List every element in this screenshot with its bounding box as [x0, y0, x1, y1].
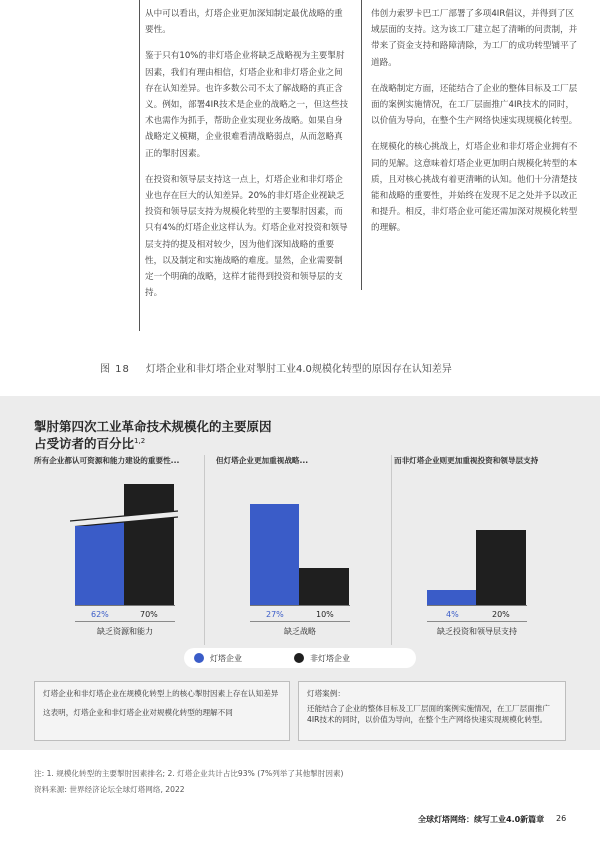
panel-separator-2: [391, 455, 392, 645]
right-paragraph-1: 伟创力索罗卡巴工厂部署了多项4IR倡议，并得到了区域层面的支持。这为该工厂建立起了清晰的问责制，并带来了资金支持和路障清除，为工厂的成功转型铺平了道路。: [371, 9, 578, 68]
panel-2-heading: 但灯塔企业更加重视战略...: [216, 456, 309, 465]
bar-lighthouse-strategy: [250, 504, 299, 605]
left-paragraph-2: 鉴于只有10%的非灯塔企业将缺乏战略视为主要掣肘因素，我们有理由相信，灯塔企业和非灯塔企业之间存在认知差异。也许多数公司不太了解战略的真正含义。例如，部署4IR技术是企业的战略之一，但这些技术也需作为抓手，帮助企业实现业务战略。如果自身战略定义模糊，企业很难看清战略弱点，从而忽略真正的掣肘因素。: [145, 51, 349, 159]
note-box-right: [298, 681, 566, 741]
legend-label-non-lighthouse: 非灯塔企业: [310, 654, 350, 663]
bar-lighthouse-investment: [427, 590, 476, 605]
left-paragraph-3: 在投资和领导层支持这一点上，灯塔企业和非灯塔企业也存在巨大的认知差异。20%的非灯塔企业视缺乏投资和领导层支持为规模化转型的主要掣肘因素，而只有4%的灯塔企业这样认为。灯塔企业对投资和领导层支持的提及相对较少，因为他们深知战略的重要性，以及制定和实施战略的难度。显然，企业需要制定一个明确的战略，这样才能得到投资和领导层的支持。: [145, 174, 348, 299]
panel-3-baseline: [427, 605, 527, 606]
value-label-non-lighthouse-strategy: 10%: [316, 610, 334, 619]
left-paragraph-1: 从中可以看出，灯塔企业更加深知制定最优战略的重要性。: [145, 9, 343, 36]
left-column-rule: [139, 0, 140, 331]
legend-swatch-non-lighthouse: [294, 653, 304, 663]
right-paragraph-3: 在规模化的核心挑战上，灯塔企业和非灯塔企业拥有不同的见解。这意味着灯塔企业更加明白规模化转型的本质，且对核心挑战有着更清晰的认知。他们十分清楚技能和战略的重要性，并始终在发现不足之处并予以改正和提升。相反，非灯塔企业可能还需加深对规模化转型的理解。: [371, 142, 578, 234]
panel-1-value-rule: [75, 621, 175, 622]
value-label-lighthouse-resources: 62%: [91, 610, 109, 619]
category-label-resources: 缺乏资源和能力: [97, 627, 153, 636]
axis-break-marker: [70, 508, 178, 526]
running-title: 全球灯塔网络：续写工业4.0新篇章: [418, 815, 545, 824]
panel-separator-1: [204, 455, 205, 645]
panel-2-value-rule: [250, 621, 350, 622]
figure-title: 灯塔企业和非灯塔企业对掣肘工业4.0规模化转型的原因存在认知差异: [146, 364, 452, 375]
note-left-title: 灯塔企业和非灯塔企业在规模化转型上的核心掣肘因素上存在认知差异: [43, 689, 279, 698]
right-paragraph-2: 在战略制定方面，还能结合了企业的整体目标及工厂层面的案例实施情况，在工厂层面推广4IR技术的同时，以价值为导向，在整个生产网络快速实现规模化转型。: [371, 83, 578, 127]
chart-subtitle: [34, 434, 145, 452]
chart-source: 资料来源: 世界经济论坛全球灯塔网络, 2022: [34, 785, 185, 794]
figure-label: 图 18: [100, 364, 130, 375]
chart-subtitle-text: 占受访者的百分比: [34, 436, 135, 451]
value-label-lighthouse-investment: 4%: [446, 610, 459, 619]
panel-1-heading: 所有企业都认可资源和能力建设的重要性...: [34, 456, 180, 465]
panel-1-baseline: [75, 605, 175, 606]
bar-non-lighthouse-strategy: [299, 568, 349, 605]
panel-3-heading: 而非灯塔企业则更加重视投资和领导层支持: [394, 456, 539, 465]
right-text-column: [371, 6, 581, 247]
category-label-strategy: 缺乏战略: [284, 627, 316, 636]
note-box-left: [34, 681, 290, 741]
bar-non-lighthouse-investment: [476, 530, 526, 605]
category-label-investment: 缺乏投资和领导层支持: [437, 627, 517, 636]
value-label-non-lighthouse-investment: 20%: [492, 610, 510, 619]
note-right-body: 还能结合了企业的整体目标及工厂层面的案例实施情况，在工厂层面推广4IR技术的同时，以价值为导向，在整个生产网络快速实现规模化转型。: [307, 704, 550, 724]
left-text-column: [145, 6, 350, 311]
panel-2-baseline: [250, 605, 350, 606]
note-left-body: 这表明，灯塔企业和非灯塔企业对规模化转型的理解不同: [43, 708, 233, 717]
legend-label-lighthouse: 灯塔企业: [210, 654, 242, 663]
value-label-lighthouse-strategy: 27%: [266, 610, 284, 619]
chart-subtitle-footnote-ref: 1,2: [134, 436, 146, 445]
chart-title: 掣肘第四次工业革命技术规模化的主要原因: [34, 419, 272, 434]
right-column-rule: [361, 0, 362, 290]
chart-footnote: 注: 1. 规模化转型的主要掣肘因素排名; 2. 灯塔企业共计占比93% (7%列举了其他掣肘因素): [34, 769, 344, 778]
panel-3-value-rule: [427, 621, 527, 622]
value-label-non-lighthouse-resources: 70%: [140, 610, 158, 619]
page-number: 26: [556, 814, 567, 823]
chart-legend: [184, 648, 416, 668]
bar-lighthouse-resources: [75, 521, 124, 605]
note-right-title: 灯塔案例：: [307, 689, 345, 698]
bar-non-lighthouse-resources: [124, 484, 174, 605]
legend-swatch-lighthouse: [194, 653, 204, 663]
